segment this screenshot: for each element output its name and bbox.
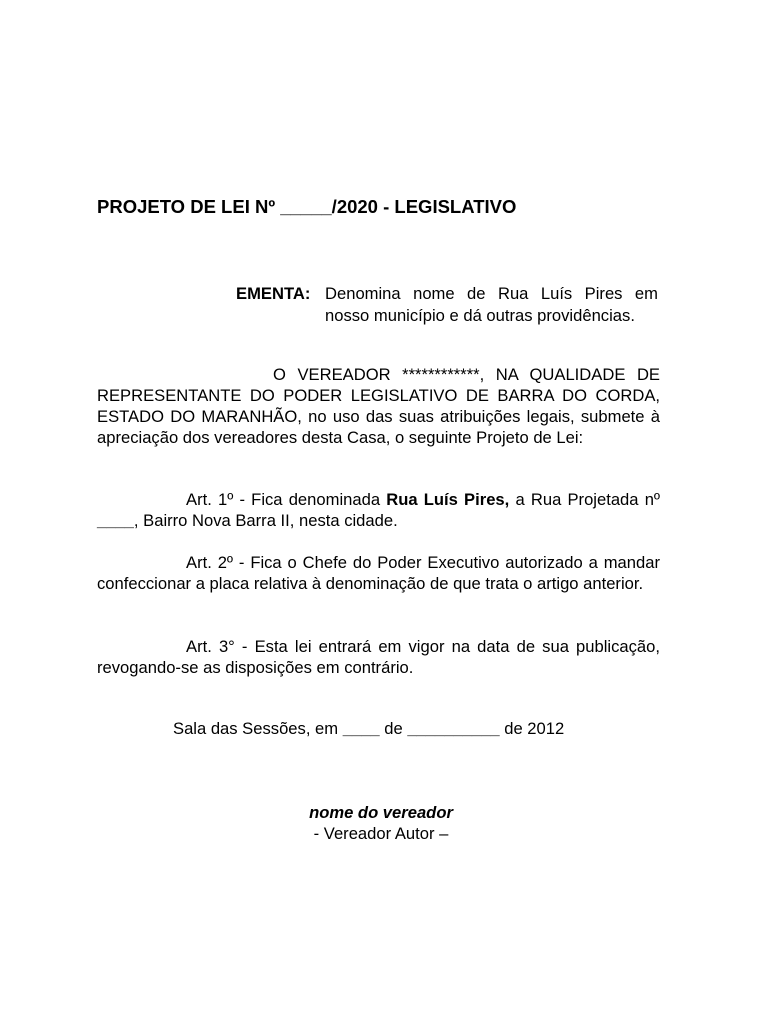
article-1-middle: a Rua Projetada nº bbox=[509, 490, 660, 509]
session-month-blank: __________ bbox=[407, 719, 500, 738]
article-1-blank: ____ bbox=[97, 511, 134, 530]
article-3: Art. 3° - Esta lei entrará em vigor na data de sua publicação, revogando-se as disposições em contrário. bbox=[97, 637, 660, 677]
session-middle: de bbox=[379, 719, 408, 738]
article-1 bbox=[97, 489, 660, 531]
signature-role: - Vereador Autor – bbox=[313, 824, 449, 843]
intro-paragraph: O VEREADOR ************, NA QUALIDADE DE REPRESENTANTE DO PODER LEGISLATIVO DE BARRA DO CORDA, ESTADO DO MARANHÃO, no uso das suas atribuições legais, submete à apreciação dos vereadores desta Casa, o seguinte Projeto de Lei: bbox=[97, 365, 660, 447]
ementa-text: Denomina nome de Rua Luís Pires em nosso município e dá outras providências. bbox=[325, 284, 658, 325]
article-1-street-name: Rua Luís Pires, bbox=[386, 490, 510, 509]
ementa-block bbox=[236, 283, 658, 326]
ementa-label: EMENTA: bbox=[236, 284, 311, 303]
signature-name: nome do vereador bbox=[309, 803, 453, 822]
article-2: Art. 2º - Fica o Chefe do Poder Executivo autorizado a mandar confeccionar a placa relativa à denominação de que trata o artigo anterior. bbox=[97, 553, 660, 593]
article-1-prefix: Art. 1º - Fica denominada bbox=[186, 490, 387, 509]
article-1-suffix: , Bairro Nova Barra II, nesta cidade. bbox=[133, 511, 398, 530]
session-prefix: Sala das Sessões, em bbox=[173, 719, 343, 738]
session-date-line bbox=[173, 719, 564, 739]
session-suffix: de 2012 bbox=[499, 719, 565, 738]
session-day-blank: ____ bbox=[342, 719, 380, 738]
document-title: PROJETO DE LEI Nº _____/2020 - LEGISLATIVO bbox=[97, 196, 517, 217]
